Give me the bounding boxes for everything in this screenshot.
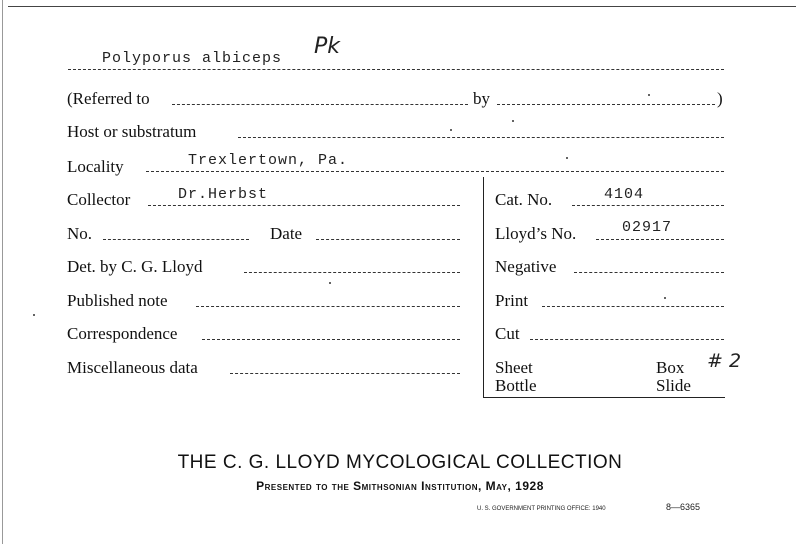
host-line (238, 137, 724, 138)
sheet-label: Sheet (495, 358, 533, 377)
print-label: Print (495, 291, 529, 310)
box-label: Box (656, 358, 685, 377)
published-note-label: Published note (67, 291, 168, 310)
referred-to-line (172, 104, 468, 105)
scan-speck (329, 282, 331, 284)
date-line (316, 239, 460, 240)
det-by-line (244, 272, 460, 273)
no-label: No. (67, 224, 93, 243)
cat-no-value: 4104 (604, 186, 645, 203)
correspondence-label: Correspondence (67, 324, 178, 343)
lloyds-no-label: Lloyd’s No. (495, 224, 577, 243)
locality-label: Locality (67, 157, 124, 176)
species-annotation: Pk (314, 34, 341, 59)
cat-no-line (572, 205, 724, 206)
species-name: Polyporus albiceps (102, 50, 283, 67)
collection-title: THE C. G. LLOYD MYCOLOGICAL COLLECTION (177, 452, 623, 473)
scan-speck (450, 129, 452, 131)
det-by-label: Det. by C. G. Lloyd (67, 257, 203, 276)
referred-to-label: (Referred to (67, 89, 150, 108)
printing-office-note: U. S. GOVERNMENT PRINTING OFFICE: 1940 (477, 506, 606, 512)
negative-label: Negative (495, 257, 557, 276)
slide-label: Slide (656, 376, 691, 395)
by-label: by (473, 89, 490, 108)
no-line (103, 239, 249, 240)
card-top-edge (8, 6, 796, 7)
cat-no-label: Cat. No. (495, 190, 553, 209)
scan-speck (648, 94, 650, 96)
lloyds-no-line (596, 239, 724, 240)
collector-line (148, 205, 460, 206)
scan-speck (664, 297, 666, 299)
miscellaneous-line (230, 373, 460, 374)
scan-speck (33, 314, 35, 316)
scan-speck (512, 120, 514, 122)
correspondence-line (202, 339, 460, 340)
collector-value: Dr.Herbst (178, 186, 269, 203)
cut-label: Cut (495, 324, 520, 343)
locality-line (146, 171, 724, 172)
scan-speck (566, 157, 568, 159)
lloyds-no-value: 02917 (622, 219, 673, 236)
close-paren: ) (717, 89, 723, 108)
species-line (68, 69, 724, 70)
collector-label: Collector (67, 190, 131, 209)
box-value: # 2 (707, 350, 742, 372)
date-label: Date (270, 224, 303, 243)
by-line (497, 104, 715, 105)
collection-subtitle: Presented to the Smithsonian Institution, May, 1928 (256, 479, 544, 493)
negative-line (574, 272, 724, 273)
published-note-line (196, 306, 460, 307)
host-label: Host or substratum (67, 122, 197, 141)
locality-value: Trexlertown, Pa. (188, 152, 349, 169)
print-line (542, 306, 724, 307)
miscellaneous-label: Miscellaneous data (67, 358, 198, 377)
bottle-label: Bottle (495, 376, 537, 395)
cut-line (530, 339, 724, 340)
form-code: 8—6365 (666, 502, 701, 512)
